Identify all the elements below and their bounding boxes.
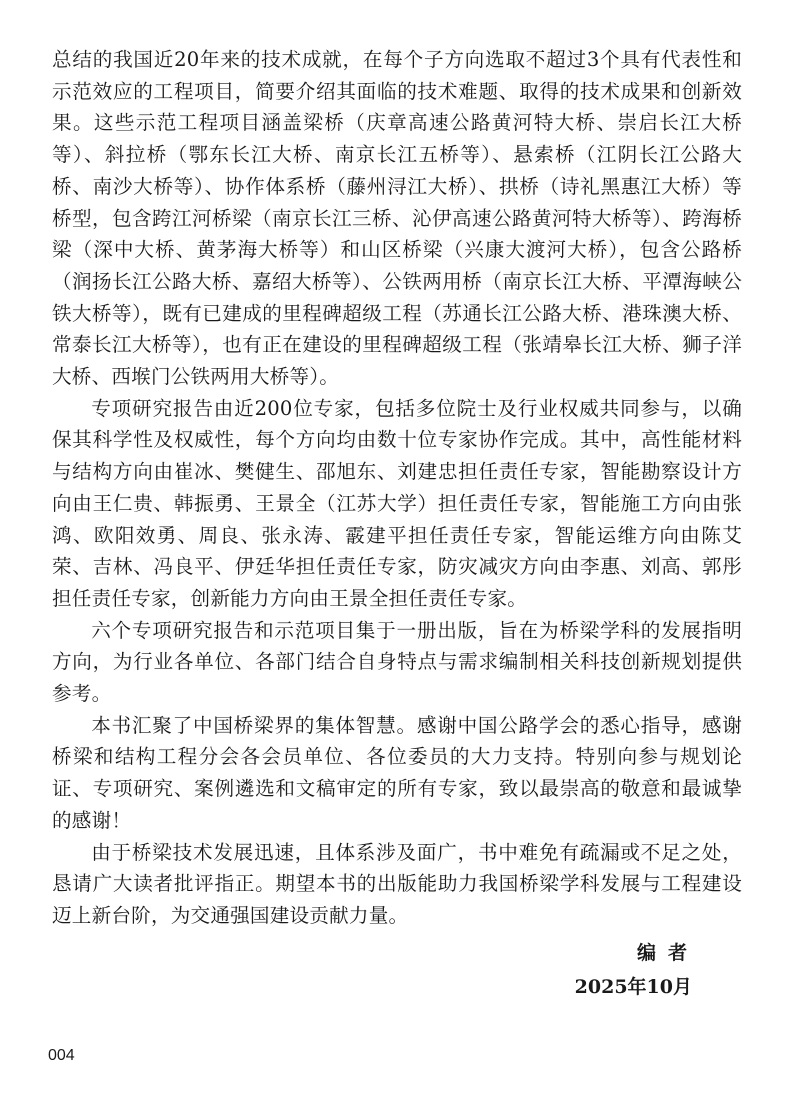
signature-date: 2025年10月 <box>574 976 692 998</box>
signature-author: 编者 <box>636 942 699 964</box>
paragraph-continuation: 总结的我国近20年来的技术成就，在每个子方向选取不超过3个具有代表性和示范效应的工程项目，简要介绍其面临的技术难题、取得的技术成果和创新效果。这些示范工程项目涵盖梁桥（庆章高速公路黄河特大桥、崇启长江大桥等）、斜拉桥（鄂东长江大桥、南京长江五桥等）、悬索桥（江阴长江公路大桥、南沙大桥等）、协作体系桥（藤州浔江大桥）、拱桥（诗礼黑惠江大桥）等桥型，包含跨江河桥梁（南京长江三桥、沁伊高速公路黄河特大桥等）、跨海桥梁（深中大桥、黄茅海大桥等）和山区桥梁（兴康大渡河大桥），包含公路桥（润扬长江公路大桥、嘉绍大桥等）、公铁两用桥（南京长江大桥、平潭海峡公铁大桥等），既有已建成的里程碑超级工程（苏通长江公路大桥、港珠澳大桥、常泰长江大桥等），也有正在建设的里程碑超级工程（张靖皋长江大桥、狮子洋大桥、西堠门公铁两用大桥等）。 <box>52 48 742 389</box>
paragraph-experts: 专项研究报告由近200位专家，包括多位院士及行业权威共同参与，以确保其科学性及权威性，每个方向均由数十位专家协作完成。其中，高性能材料与结构方向由崔冰、樊健生、邵旭东、刘建忠担任责任专家，智能勘察设计方向由王仁贵、韩振勇、王景全（江苏大学）担任责任专家，智能施工方向由张鸿、欧阳效勇、周良、张永涛、霰建平担任责任专家，智能运维方向由陈艾荣、吉林、冯良平、伊廷华担任责任专家，防灾减灾方向由李惠、刘高、郭彤担任责任专家，创新能力方向由王景全担任责任专家。 <box>52 396 742 610</box>
body-text <box>52 44 742 932</box>
signature-block <box>574 936 699 1004</box>
paragraph-publication: 六个专项研究报告和示范项目集于一册出版，旨在为桥梁学科的发展指明方向，为行业各单位、各部门结合自身特点与需求编制相关科技创新规划提供参考。 <box>52 618 742 706</box>
paragraph-closing: 由于桥梁技术发展迅速，且体系涉及面广，书中难免有疏漏或不足之处，恳请广大读者批评指正。期望本书的出版能助力我国桥梁学科发展与工程建设迈上新台阶，为交通强国建设贡献力量。 <box>52 840 742 927</box>
page-number: 004 <box>48 1047 75 1064</box>
paragraph-acknowledgement: 本书汇聚了中国桥梁界的集体智慧。感谢中国公路学会的悉心指导，感谢桥梁和结构工程分会各会员单位、各位委员的大力支持。特别向参与规划论证、专项研究、案例遴选和文稿审定的所有专家，致以最崇高的敬意和最诚挚的感谢！ <box>52 713 742 832</box>
